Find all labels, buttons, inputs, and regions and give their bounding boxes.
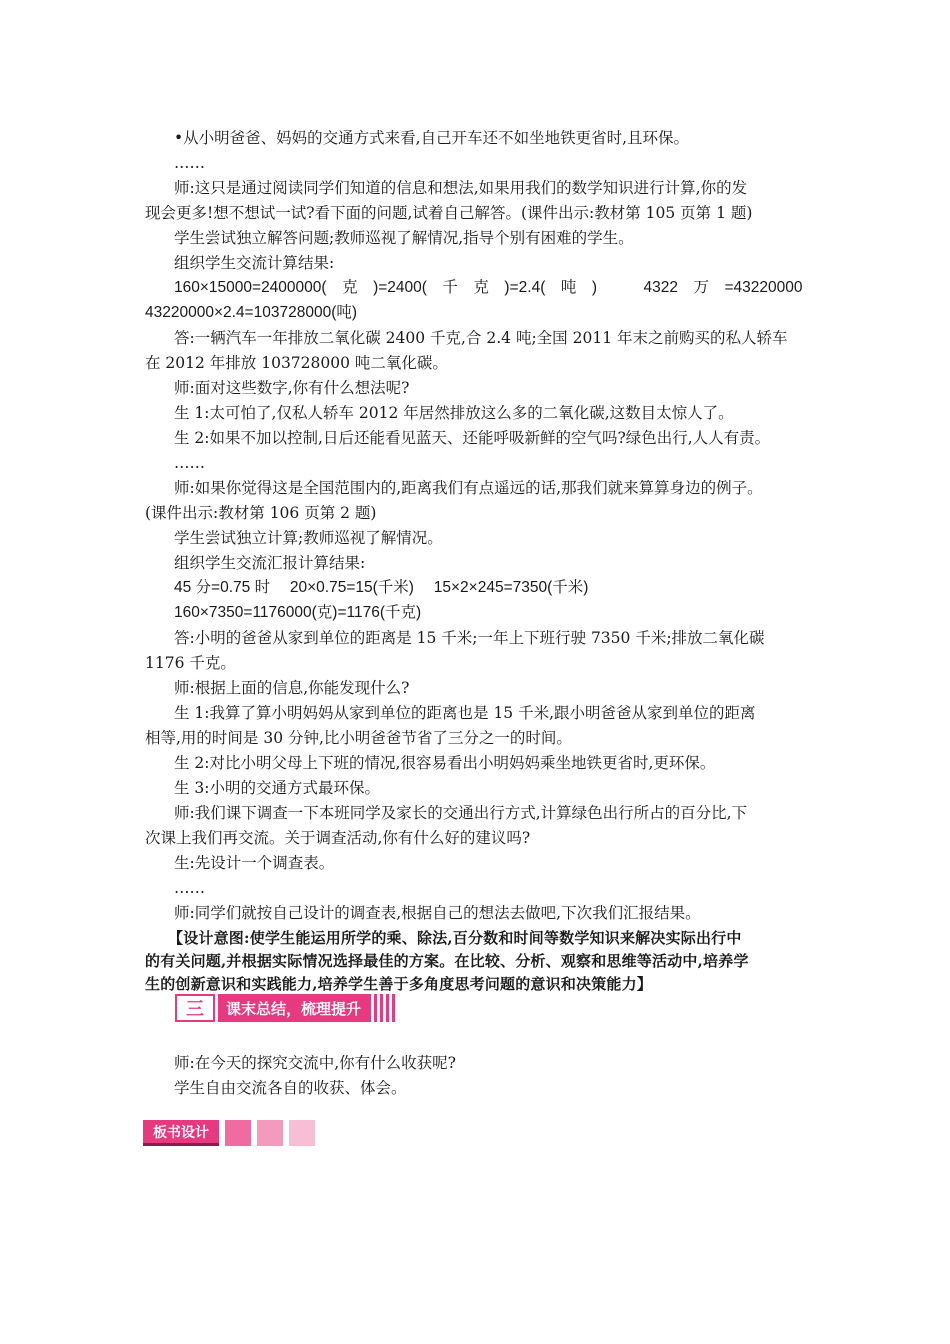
paragraph: 答:一辆汽车一年排放二氧化碳 2400 千克,合 2.4 吨;全国 2011 年末之前购买的私人轿车 [174, 329, 788, 347]
paragraph: 生 2:对比小明父母上下班的情况,很容易看出小明妈妈乘坐地铁更省时,更环保。 [174, 754, 716, 772]
decor-square [225, 1120, 251, 1146]
paragraph: 生 3:小明的交通方式最环保。 [174, 779, 381, 797]
paragraph: 师:在今天的探究交流中,你有什么收获呢? [174, 1054, 456, 1072]
paragraph: 组织学生交流汇报计算结果: [174, 554, 366, 572]
paragraph: 组织学生交流计算结果: [174, 254, 335, 272]
decor-square [289, 1120, 315, 1146]
paragraph-cont: 在 2012 年排放 103728000 吨二氧化碳。 [145, 354, 448, 372]
paragraph: 生:先设计一个调查表。 [174, 854, 335, 872]
ellipsis: …… [174, 454, 205, 472]
ellipsis: …… [174, 879, 205, 897]
calculation: 43220000×2.4=103728000(吨) [145, 304, 358, 321]
paragraph: 师:面对这些数字,你有什么想法呢? [174, 379, 410, 397]
paragraph: •从小明爸爸、妈妈的交通方式来看,自己开车还不如坐地铁更省时,且环保。 [174, 129, 689, 147]
design-intent-line: 【设计意图:使学生能运用所学的乘、除法,百分数和时间等数学知识来解决实际出行中 [168, 929, 742, 947]
paragraph: 师:如果你觉得这是全国范围内的,距离我们有点遥远的话,那我们就来算算身边的例子。 [174, 479, 763, 497]
calculation: 45 分=0.75 时 20×0.75=15(千米) 15×2×245=7350(千米) [174, 579, 589, 596]
paragraph: 生 1:我算了算小明妈妈从家到单位的距离也是 15 千米,跟小明爸爸从家到单位的距离 [174, 704, 756, 722]
decor-square [257, 1120, 283, 1146]
section-3-header [175, 994, 395, 1022]
paragraph-cont: 次课上我们再交流。关于调查活动,你有什么好的建议吗? [145, 829, 531, 847]
section-number: 三 [175, 994, 215, 1022]
paragraph: 师:同学们就按自己设计的调查表,根据自己的想法去做吧,下次我们汇报结果。 [174, 904, 701, 922]
paragraph: 师:我们课下调查一下本班同学及家长的交通出行方式,计算绿色出行所占的百分比,下 [174, 804, 748, 822]
paragraph: 学生自由交流各自的收获、体会。 [174, 1079, 407, 1097]
section-title: 课末总结，梳理提升 [218, 994, 371, 1022]
calculation: 160×7350=1176000(克)=1176(千克) [174, 604, 422, 621]
paragraph-cont: (课件出示:教材第 106 页第 2 题) [145, 504, 377, 522]
decor-stripe [374, 994, 377, 1022]
paragraph: 学生尝试独立解答问题;教师巡视了解情况,指导个别有困难的学生。 [174, 229, 634, 247]
paragraph: 生 1:太可怕了,仅私人轿车 2012 年居然排放这么多的二氧化碳,这数目太惊人了。 [174, 404, 734, 422]
paragraph: 学生尝试独立计算;教师巡视了解情况。 [174, 529, 443, 547]
decor-stripe [392, 994, 395, 1022]
calculation: 160×15000=2400000( 克 )=2400( 千 克 )=2.4( 吨 ) 4322 万 =43220000 [174, 279, 803, 296]
paragraph: 生 2:如果不加以控制,日后还能看见蓝天、还能呼吸新鲜的空气吗?绿色出行,人人有责。 [174, 429, 771, 447]
design-intent-line: 生的创新意识和实践能力,培养学生善于多角度思考问题的意识和决策能力】 [145, 975, 653, 993]
paragraph: 师:根据上面的信息,你能发现什么? [174, 679, 410, 697]
paragraph-cont: 相等,用的时间是 30 分钟,比小明爸爸节省了三分之一的时间。 [145, 729, 572, 747]
paragraph: 答:小明的爸爸从家到单位的距离是 15 千米;一年上下班行驶 7350 千米;排放二氧化碳 [174, 629, 765, 647]
decor-stripe [386, 994, 389, 1022]
ellipsis: …… [174, 154, 205, 172]
decor-stripe [380, 994, 383, 1022]
board-design-header [143, 1120, 315, 1146]
design-intent-line: 的有关问题,并根据实际情况选择最佳的方案。在比较、分析、观察和思维等活动中,培养学 [145, 952, 749, 970]
paragraph: 师:这只是通过阅读同学们知道的信息和想法,如果用我们的数学知识进行计算,你的发 [174, 179, 748, 197]
board-title: 板书设计 [143, 1120, 219, 1146]
paragraph-cont: 1176 千克。 [145, 654, 236, 672]
paragraph-cont: 现会更多!想不想试一试?看下面的问题,试着自己解答。(课件出示:教材第 105 页第 1 题) [145, 204, 753, 222]
